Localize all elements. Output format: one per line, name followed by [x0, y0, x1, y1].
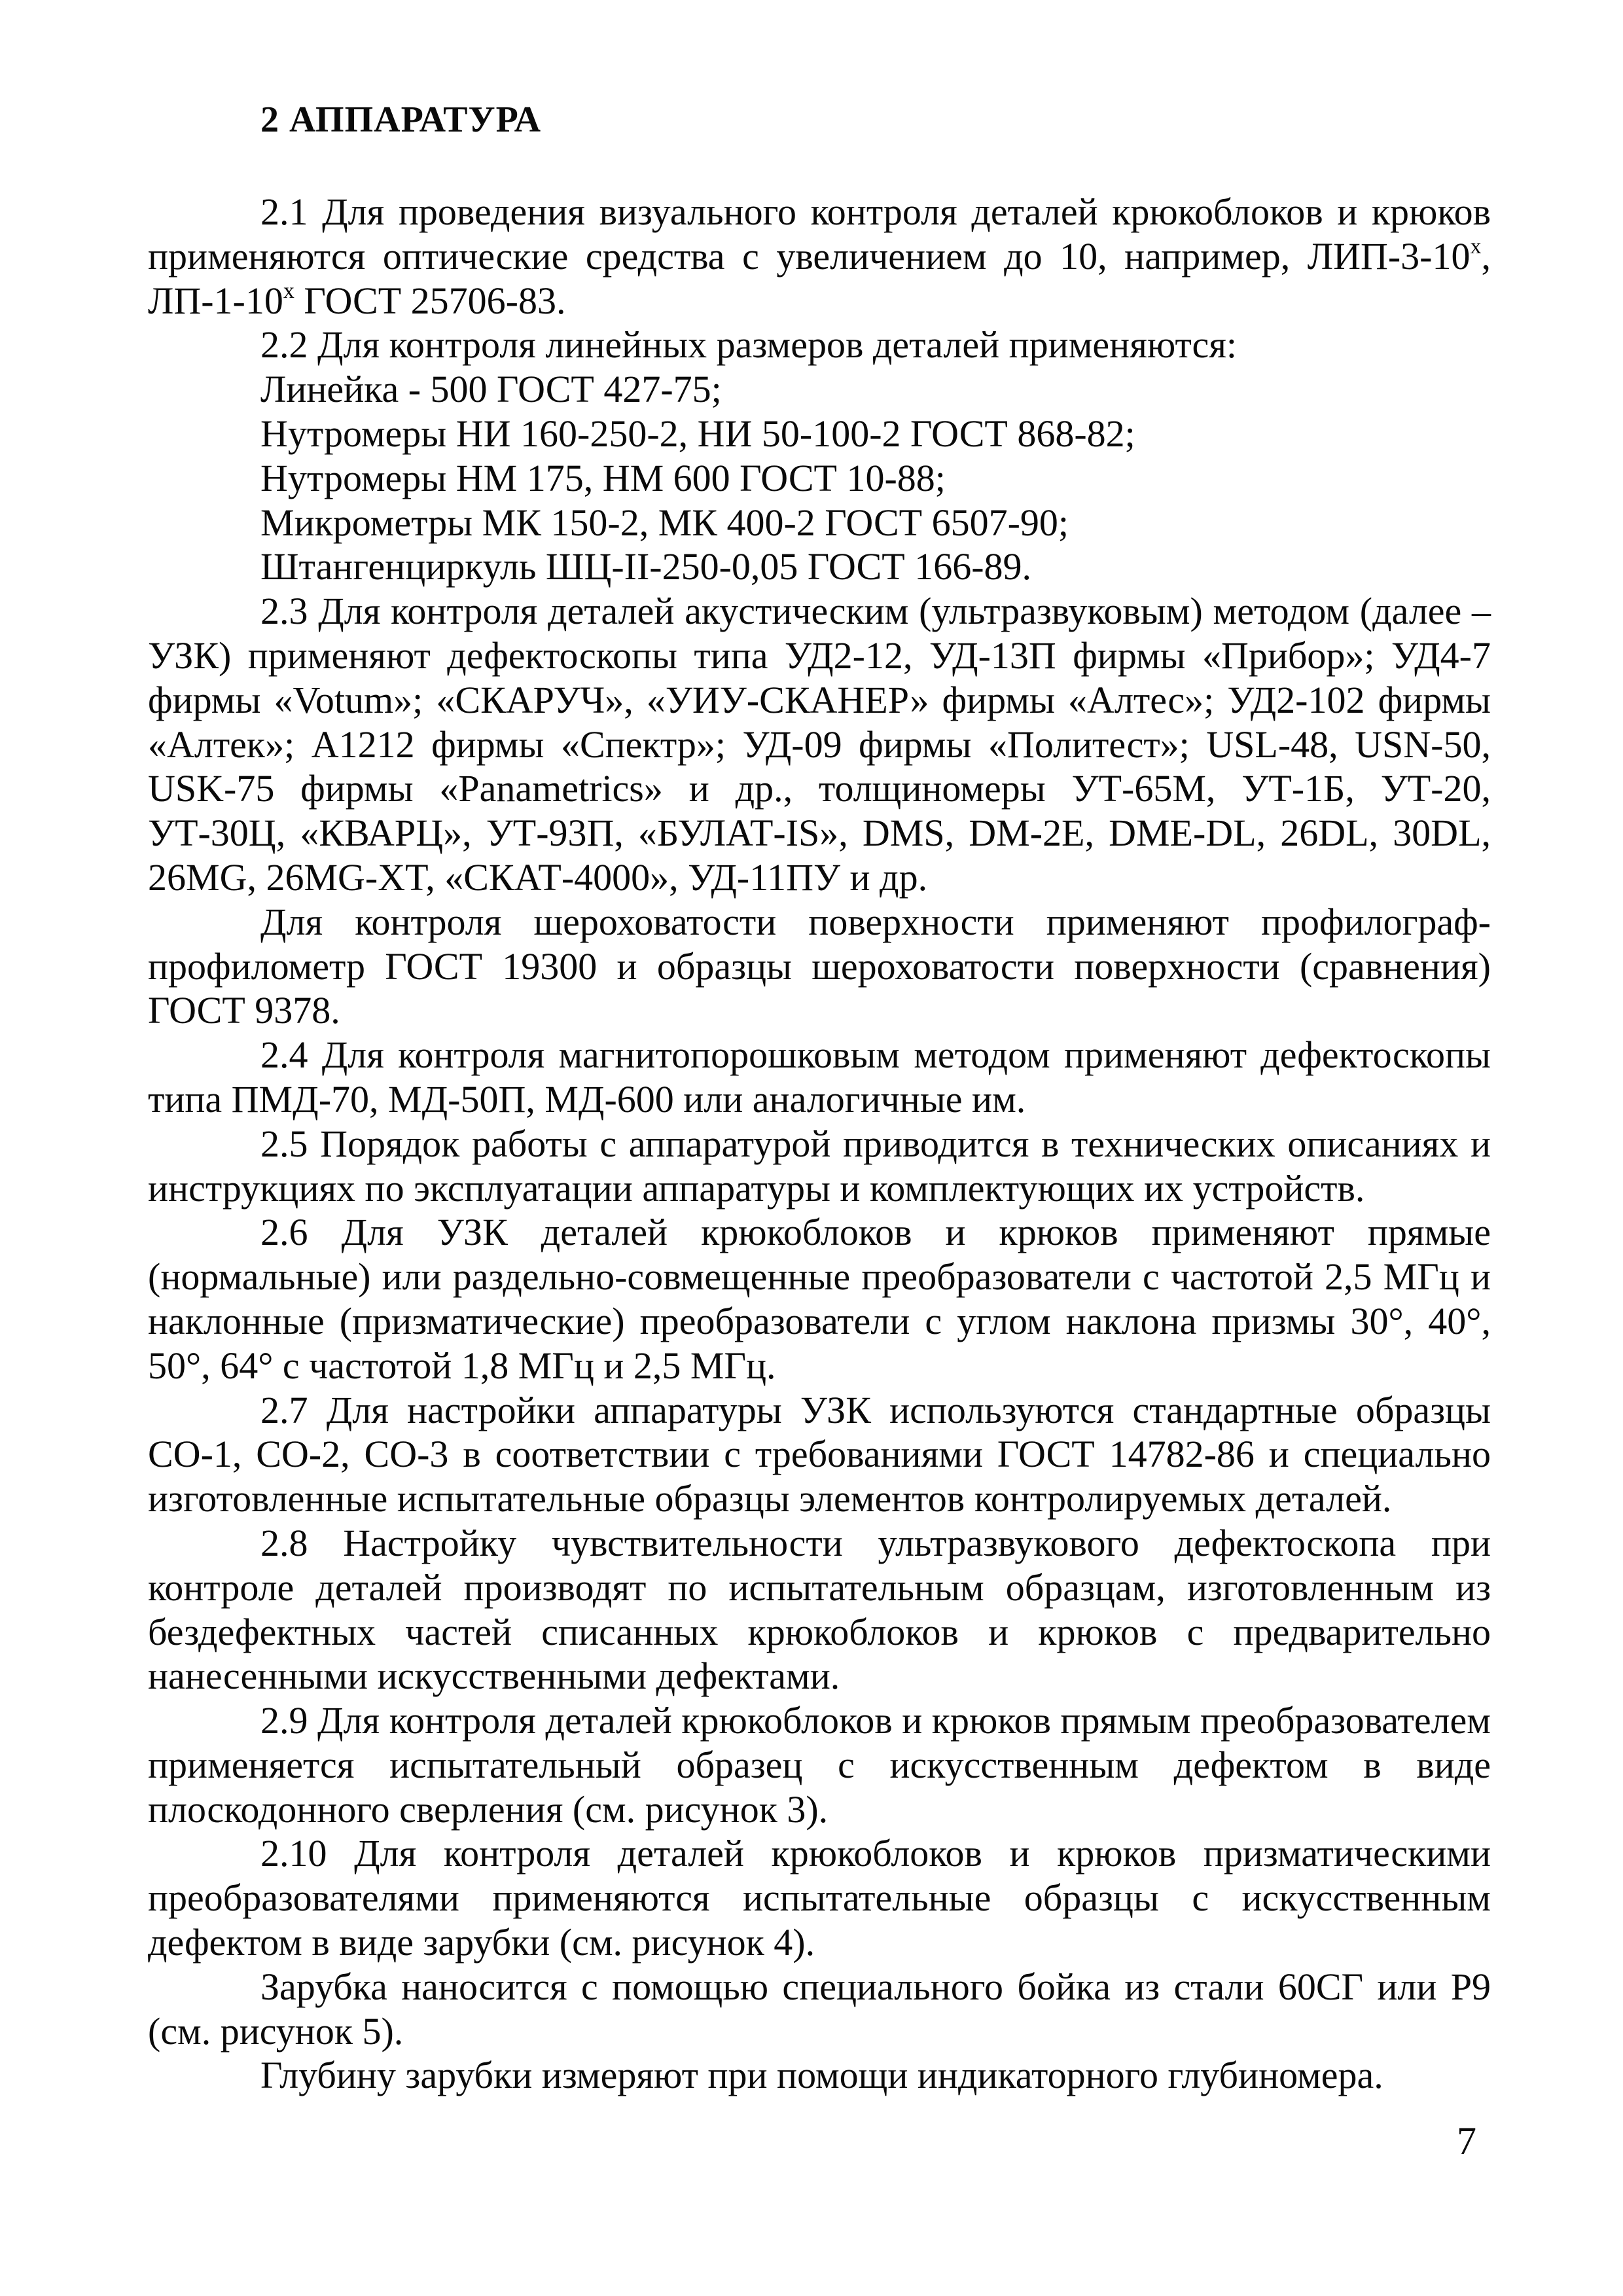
paragraph-2-5: 2.5 Порядок работы с аппаратурой приводится в технических описаниях и инструкциях по эксплуатации аппаратуры и комплектующих их устройств. [148, 1122, 1491, 1210]
paragraph-depth: Глубину зарубки измеряют при помощи индикаторного глубиномера. [260, 2054, 1383, 2097]
list-item-bore-gauges-nm: Нутромеры НМ 175, НМ 600 ГОСТ 10-88; [260, 456, 946, 499]
paragraph-2-2-intro: 2.2 Для контроля линейных размеров деталей применяются: [260, 323, 1238, 367]
list-item-bore-gauges-ni: Нутромеры НИ 160-250-2, НИ 50-100-2 ГОСТ 868-82; [260, 412, 1135, 455]
paragraph-2-1-mid: , ЛП-1-10 [148, 234, 1491, 322]
document-body [148, 190, 1491, 2098]
paragraph-2-1 [148, 190, 1491, 323]
paragraph-2-1-tail: ГОСТ 25706-83. [294, 279, 566, 322]
paragraph-2-1-text: 2.1 Для проведения визуального контроля деталей крюкоблоков и крюков применяются оптические средства с увеличением до 10, например, ЛИП-3-10 [148, 190, 1491, 278]
paragraph-2-3: 2.3 Для контроля деталей акустическим (ультразвуковым) методом (далее – УЗК) применяют дефектоскопы типа УД2-12, УД-13П фирмы «Прибор»; УД4-7 фирмы «Votum»; «СКАРУЧ», «УИУ-СКАНЕР» фирмы «Алтес»; УД2-102 фирмы «Алтек»; А1212 фирмы «Спектр»; УД-09 фирмы «Политест»; USL-48, USN-50, USK-75 фирмы «Panametrics» и др., толщиномеры УТ-65М, УТ-1Б, УТ-20, УТ-30Ц, «КВАРЦ», УТ-93П, «БУЛАТ-IS», DMS, DM-2E, DME-DL, 26DL, 30DL, 26MG, 26MG-XT, «СКАТ-4000», УД-11ПУ и др. [148, 590, 1491, 899]
paragraph-2-10: 2.10 Для контроля деталей крюкоблоков и крюков призматическими преобразователями применяются испытательные образцы с искусственным дефектом в виде зарубки (см. рисунок 4). [148, 1832, 1491, 1964]
list-item-calipers: Штангенциркуль ШЦ-II-250-0,05 ГОСТ 166-89. [260, 545, 1032, 588]
paragraph-roughness: Для контроля шероховатости поверхности применяют профилограф-профилометр ГОСТ 19300 и образцы шероховатости поверхности (сравнения) ГОСТ 9378. [148, 900, 1491, 1032]
paragraph-2-8: 2.8 Настройку чувствительности ультразвукового дефектоскопа при контроле деталей производят по испытательным образцам, изготовленным из бездефектных частей списанных крюкоблоков и крюков с предварительно нанесенными искусственными дефектами. [148, 1521, 1491, 1698]
paragraph-2-6: 2.6 Для УЗК деталей крюкоблоков и крюков применяют прямые (нормальные) или раздельно-совмещенные преобразователи с частотой 2,5 МГц и наклонные (призматические) преобразователи с углом наклона призмы 30°, 40°, 50°, 64° с частотой 1,8 МГц и 2,5 МГц. [148, 1211, 1491, 1387]
paragraph-2-9: 2.9 Для контроля деталей крюкоблоков и крюков прямым преобразователем применяется испытательный образец с искусственным дефектом в виде плоскодонного сверления (см. рисунок 3). [148, 1699, 1491, 1831]
section-heading: 2 АППАРАТУРА [260, 99, 542, 140]
paragraph-notch: Зарубка наносится с помощью специального бойка из стали 60СГ или Р9 (см. рисунок 5). [148, 1965, 1491, 2053]
paragraph-2-7: 2.7 Для настройки аппаратуры УЗК используются стандартные образцы СО-1, СО-2, СО-3 в соответствии с требованиями ГОСТ 14782-86 и специально изготовленные испытательные образцы элементов контролируемых деталей. [148, 1388, 1491, 1520]
list-item-micrometers: Микрометры МК 150-2, МК 400-2 ГОСТ 6507-90; [260, 501, 1069, 544]
page-number: 7 [1457, 2119, 1476, 2162]
superscript-x-1: x [1470, 234, 1482, 259]
list-item-ruler: Линейка - 500 ГОСТ 427-75; [260, 368, 722, 411]
superscript-x-2: x [283, 278, 294, 303]
paragraph-2-4: 2.4 Для контроля магнитопорошковым методом применяют дефектоскопы типа ПМД-70, МД-50П, МД-600 или аналогичные им. [148, 1033, 1491, 1121]
